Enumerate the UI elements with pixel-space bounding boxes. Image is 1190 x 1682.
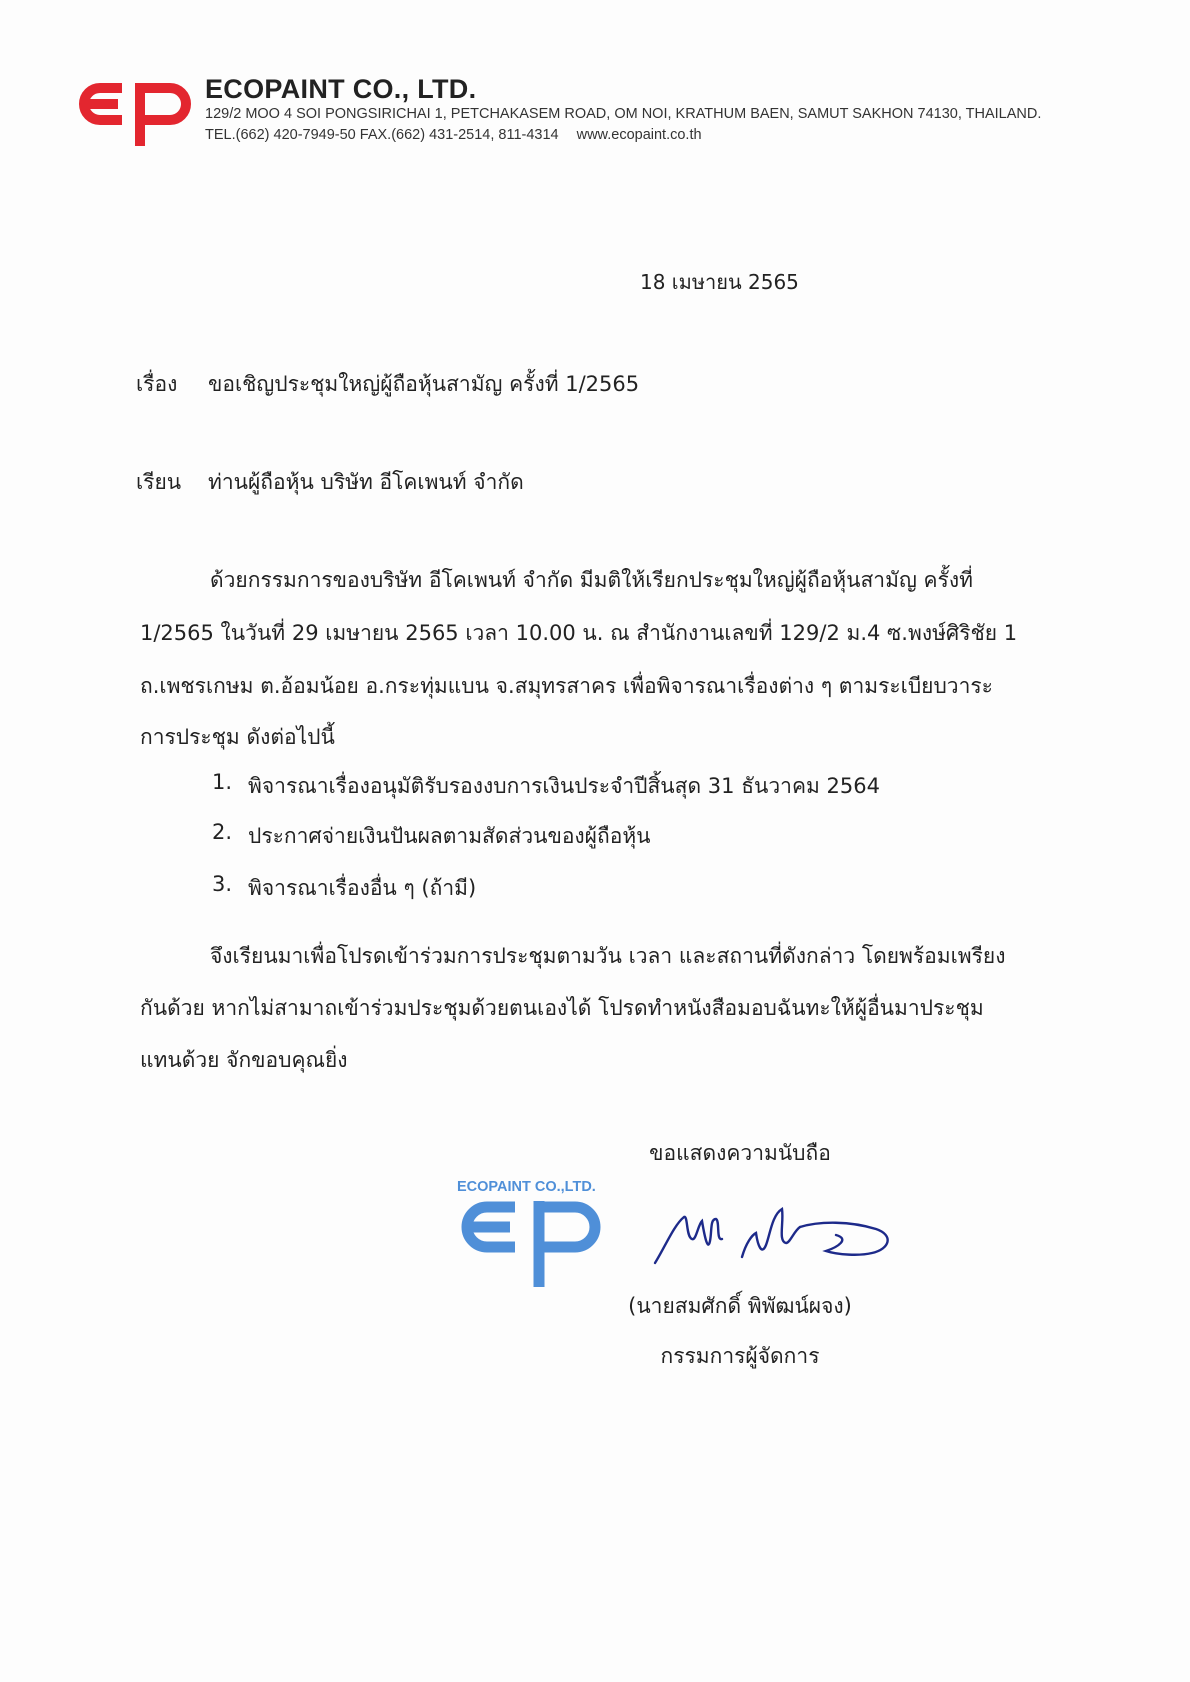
subject-label: เรื่อง <box>136 372 178 396</box>
paragraph1-line3: ถ.เพชรเกษม ต.อ้อมน้อย อ.กระทุ่มแบน จ.สมุทรสาคร เพื่อพิจารณาเรื่องต่าง ๆ ตามระเบียบวาระ <box>140 674 993 698</box>
company-phone-fax: TEL.(662) 420-7949-50 FAX.(662) 431-2514, 811-4314 <box>205 127 559 143</box>
agenda-item-number: 2. <box>212 820 233 844</box>
agenda-item-number: 1. <box>212 770 233 794</box>
company-stamp-icon <box>455 1177 625 1292</box>
agenda-item-text: ประกาศจ่ายเงินปันผลตามสัดส่วนของผู้ถือหุ้น <box>248 824 651 848</box>
paragraph1-line1: ด้วยกรรมการของบริษัท อีโคเพนท์ จำกัด มีมติให้เรียกประชุมใหญ่ผู้ถือหุ้นสามัญ ครั้งที่ <box>210 568 973 592</box>
recipient-text: ท่านผู้ถือหุ้น บริษัท อีโคเพนท์ จำกัด <box>208 470 524 494</box>
agenda-item-text: พิจารณาเรื่องอื่น ๆ (ถ้ามี) <box>248 876 477 900</box>
paragraph1-line4: การประชุม ดังต่อไปนี้ <box>140 725 335 749</box>
paragraph2-line2: กันด้วย หากไม่สามาถเข้าร่วมประชุมด้วยตนเองได้ โปรดทำหนังสือมอบฉันทะให้ผู้อื่นมาประชุม <box>140 996 984 1020</box>
company-website: www.ecopaint.co.th <box>576 127 702 143</box>
paragraph2-line1: จึงเรียนมาเพื่อโปรดเข้าร่วมการประชุมตามวัน เวลา และสถานที่ดังกล่าว โดยพร้อมเพรียง <box>210 944 1006 968</box>
handwritten-signature-icon <box>650 1185 900 1270</box>
paragraph1-line2: 1/2565 ในวันที่ 29 เมษายน 2565 เวลา 10.00 น. ณ สำนักงานเลขที่ 129/2 ม.4 ซ.พงษ์ศิริชัย 1 <box>140 621 1018 645</box>
stamp-company-name: ECOPAINT CO.,LTD. <box>457 1179 596 1195</box>
company-address: 129/2 MOO 4 SOI PONGSIRICHAI 1, PETCHAKASEM ROAD, OM NOI, KRATHUM BAEN, SAMUT SAKHON 74130, THAILAND. <box>205 106 1042 122</box>
company-name: ECOPAINT CO., LTD. <box>205 74 477 104</box>
signer-name: (นายสมศักดิ์ พิพัฒน์ผจง) <box>628 1294 852 1318</box>
closing-phrase: ขอแสดงความนับถือ <box>649 1141 831 1165</box>
agenda-item-number: 3. <box>212 872 233 896</box>
recipient-label: เรียน <box>136 470 182 494</box>
letter-date: 18 เมษายน 2565 <box>640 270 799 294</box>
signer-title: กรรมการผู้จัดการ <box>660 1344 820 1368</box>
paragraph2-line3: แทนด้วย จักขอบคุณยิ่ง <box>140 1048 348 1072</box>
subject-text: ขอเชิญประชุมใหญ่ผู้ถือหุ้นสามัญ ครั้งที่ 1/2565 <box>208 372 640 396</box>
ecopaint-logo-icon <box>78 74 196 148</box>
company-contact <box>205 127 702 143</box>
agenda-item-text: พิจารณาเรื่องอนุมัติรับรองงบการเงินประจำปีสิ้นสุด 31 ธันวาคม 2564 <box>248 774 880 798</box>
